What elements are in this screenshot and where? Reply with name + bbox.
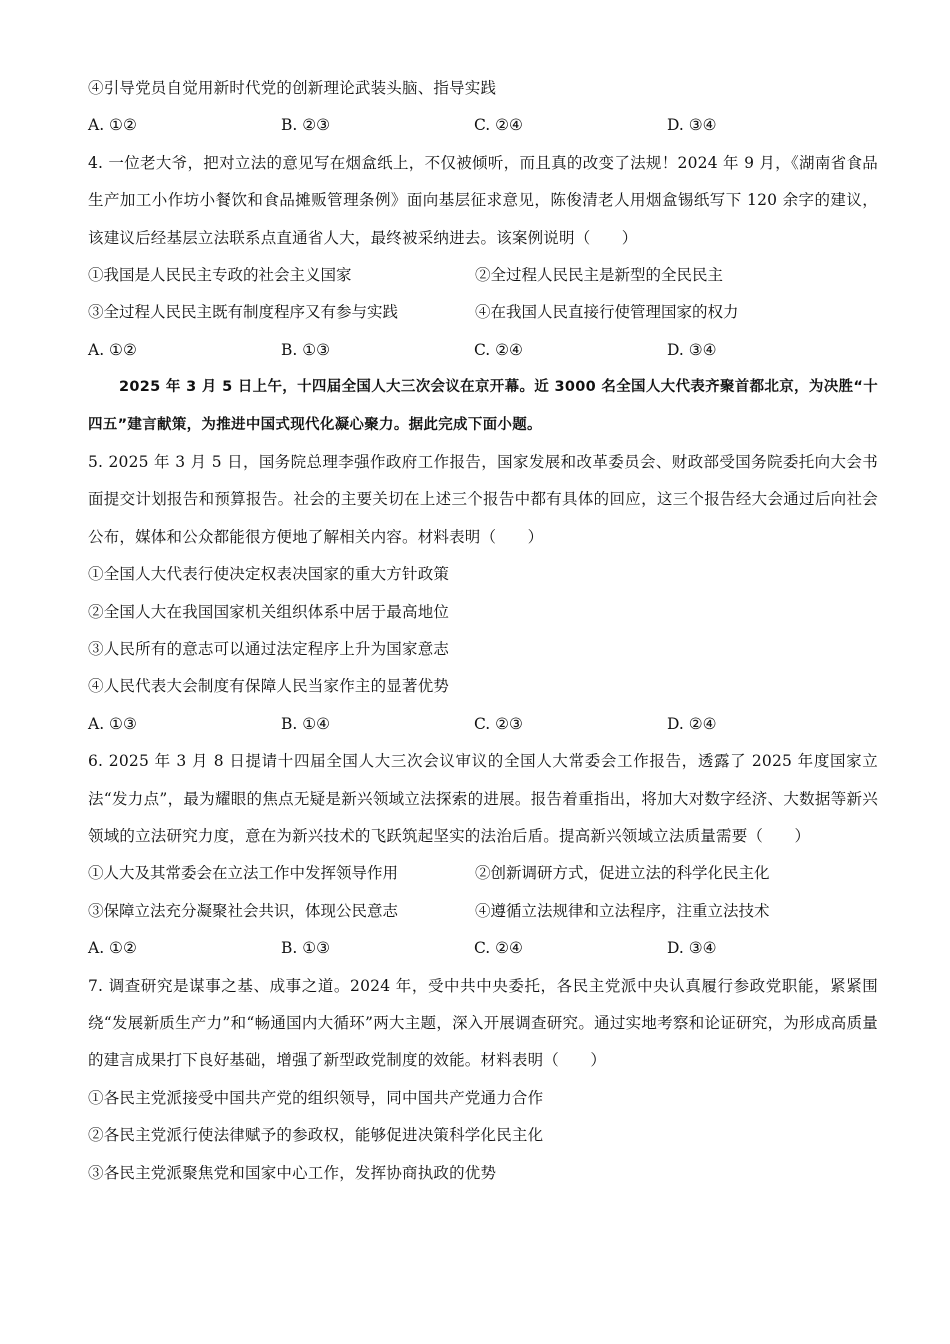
q5-statement-1: ①全国人大代表行使决定权表决国家的重大方针政策 [88,565,450,584]
q5-statement-3: ③人民所有的意志可以通过法定程序上升为国家意志 [88,639,450,658]
q4-statement-3: ③全过程人民民主既有制度程序又有参与实践 [88,303,399,322]
q4-option-d[interactable]: D. ③④ [667,340,717,359]
q4-option-b[interactable]: B. ①③ [281,340,331,359]
q5-option-a[interactable]: A. ①③ [88,714,137,733]
q6-option-d[interactable]: D. ③④ [667,939,717,958]
q4-statement-4: ④在我国人民直接行使管理国家的权力 [475,303,739,322]
q6-option-a[interactable]: A. ①② [88,939,137,958]
q5-statement-2: ②全国人大在我国国家机关组织体系中居于最高地位 [88,602,450,621]
q4-statement-1: ①我国是人民民主专政的社会主义国家 [88,266,352,284]
q5-option-c[interactable]: C. ②③ [474,714,523,733]
q5-stem: 5. 2025 年 3 月 5 日，国务院总理李强作政府工作报告，国家发展和改革委员会、财政部受国务院委托向大会书面提交计划报告和预算报告。社会的主要关切在上述三个报告中都有具体的回应，这三个报告经大会通过后向社会公布，媒体和公众都能很方便地了解相关内容。材料表明（ ） [88,452,878,546]
q5-options [88,706,878,743]
q6-statement-4: ④遵循立法规律和立法程序，注重立法技术 [475,901,770,920]
q6-option-b[interactable]: B. ①③ [281,939,331,958]
q4-stem: 4. 一位老大爷，把对立法的意见写在烟盒纸上，不仅被倾听，而且真的改变了法规！2024 年 9 月，《湖南省食品生产加工小作坊小餐饮和食品摊贩管理条例》面向基层征求意见，陈俊清老人用烟盒锡纸写下 120 余字的建议，该建议后经基层立法联系点直通省人大，最终被采纳进去。该案例说明（ ） [88,153,878,247]
q6-option-c[interactable]: C. ②④ [474,939,523,958]
q4-statement-2: ②全过程人民民主是新型的全民民主 [475,266,724,284]
q6-statements-row-1 [88,855,878,892]
q7-statement-3: ③各民主党派聚焦党和国家中心工作，发挥协商执政的优势 [88,1163,497,1182]
q3-options [88,107,878,144]
section-intro: 2025 年 3 月 5 日上午，十四届全国人大三次会议在京开幕。近 3000 名全国人大代表齐聚首都北京，为决胜“十四五”建言献策，为推进中国式现代化凝心聚力。据此完成下面小题。 [88,379,878,433]
q6-statement-3: ③保障立法充分凝聚社会共识，体现公民意志 [88,901,399,920]
q3-option-b[interactable]: B. ②③ [281,116,331,135]
q5-statement-4: ④人民代表大会制度有保障人民当家作主的显著优势 [88,677,450,696]
q5-option-b[interactable]: B. ①④ [281,714,331,733]
q6-statement-2: ②创新调研方式，促进立法的科学化民主化 [475,864,770,883]
exam-page [88,70,878,1192]
q3-option-c[interactable]: C. ②④ [474,116,523,135]
q6-statements-row-2 [88,893,878,930]
q7-statement-1: ①各民主党派接受中国共产党的组织领导，同中国共产党通力合作 [88,1088,544,1107]
q7-stem: 7. 调查研究是谋事之基、成事之道。2024 年，受中共中央委托，各民主党派中央认真履行参政党职能，紧紧围绕“发展新质生产力”和“畅通国内大循环”两大主题，深入开展调查研究。通过实地考察和论证研究，为形成高质量的建言成果打下良好基础，增强了新型政党制度的效能。材料表明（ ） [88,976,878,1070]
q6-statement-1: ①人大及其常委会在立法工作中发挥领导作用 [88,864,399,883]
q7-statement-2: ②各民主党派行使法律赋予的参政权，能够促进决策科学化民主化 [88,1126,544,1145]
q4-options [88,332,878,369]
q4-option-c[interactable]: C. ②④ [474,340,523,359]
q3-option-d[interactable]: D. ③④ [667,116,717,135]
q4-statements-row-1 [88,257,878,294]
q6-options [88,930,878,967]
q4-option-a[interactable]: A. ①② [88,340,137,359]
q3-option-a[interactable]: A. ①② [88,116,137,135]
q5-option-d[interactable]: D. ②④ [667,714,717,733]
q4-statements-row-2 [88,294,878,331]
q3-statement-4: ④引导党员自觉用新时代党的创新理论武装头脑、指导实践 [88,79,497,97]
q6-stem: 6. 2025 年 3 月 8 日提请十四届全国人大三次会议审议的全国人大常委会工作报告，透露了 2025 年度国家立法“发力点”，最为耀眼的焦点无疑是新兴领域立法探索的进展。报告着重指出，将加大对数字经济、大数据等新兴领域的立法研究力度，意在为新兴技术的飞跃筑起坚实的法治后盾。提高新兴领域立法质量需要（ ） [88,752,878,845]
